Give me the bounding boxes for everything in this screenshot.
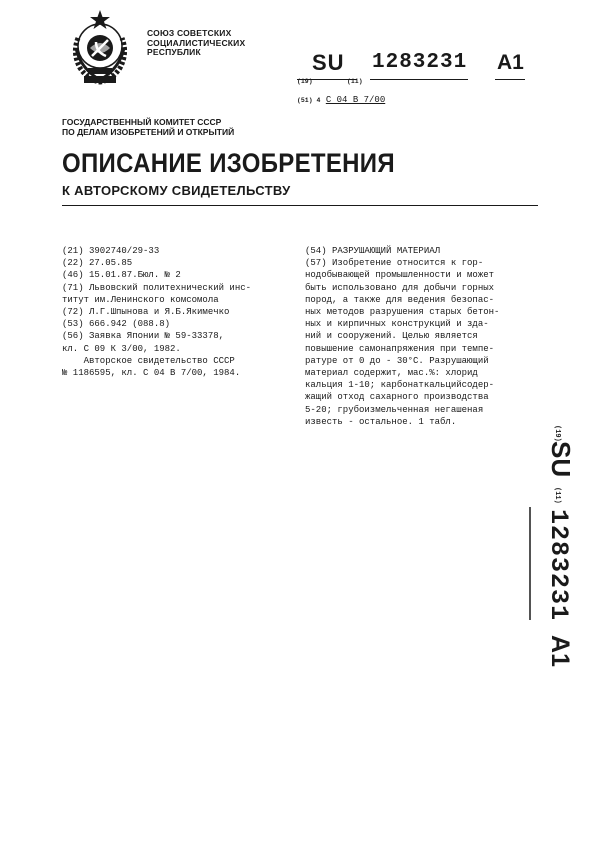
abstract-line: ных и кирпичных конструкций и зда- [305, 319, 489, 330]
abstract-line: ных методов разрушения старых бетон- [305, 307, 500, 318]
biblio-line: (22) 27.05.85 [62, 258, 133, 269]
biblio-line: (46) 15.01.87.Бюл. № 2 [62, 270, 181, 281]
side-patent-number-text: 1283231 [544, 509, 573, 622]
abstract-line: жащий отход сахарного производства [305, 392, 489, 403]
biblio-line: кл. С 09 К 3/00, 1982. [62, 343, 181, 354]
side-country: SU [546, 441, 576, 478]
abstract-line: материал содержит, мас.%: хлорид [305, 368, 478, 379]
biblio-line: № 1186595, кл. С 04 В 7/00, 1984. [62, 368, 241, 379]
committee-name: ГОСУДАРСТВЕННЫЙ КОМИТЕТ СССР ПО ДЕЛАМ ИЗОБРЕТЕНИЙ И ОТКРЫТИЙ [62, 117, 235, 137]
biblio-line: (71) Львовский политехнический инс- [62, 282, 252, 293]
org-name [147, 29, 245, 58]
ussr-emblem-icon [66, 8, 134, 90]
rule-kind [495, 79, 525, 80]
biblio-line: (53) 666.942 (088.8) [62, 319, 171, 330]
abstract-line: (54) РАЗРУШАЮЩИЙ МАТЕРИАЛ [305, 246, 441, 256]
document-title: ОПИСАНИЕ ИЗОБРЕТЕНИЯ [62, 149, 395, 179]
abstract-line: 5-20; грубоизмельченная негашеная [305, 404, 484, 415]
rule-number [370, 79, 468, 80]
side-patent-number [528, 425, 576, 675]
abstract-line: ний и сооружений. Целью является [305, 331, 478, 342]
ipc-classification: (51) 4 С 04 В 7/00 [297, 95, 386, 105]
abstract-line: кальция 1-10; карбонаткальцийсодер- [305, 380, 495, 391]
biblio-line: (21) 3902740/29-33 [62, 246, 160, 256]
country-code: SU [312, 50, 345, 75]
biblio-line: (72) Л.Г.Шпынова и Я.Б.Якимечко [62, 307, 230, 318]
abstract-line: повышение самонапряжения при темпе- [305, 343, 495, 354]
kind-code: A1 [497, 51, 524, 74]
abstract-line: быть использовано для добычи горных [305, 282, 495, 293]
abstract [305, 245, 517, 428]
org-line: РЕСПУБЛИК [147, 47, 201, 57]
patent-number: 1283231 [372, 51, 468, 74]
org-line: СОЮЗ СОВЕТСКИХ [147, 28, 232, 38]
abstract-line: известь - остальное. 1 табл. [305, 416, 457, 427]
abstract-line: нодобывающей промышленности и может [305, 270, 495, 281]
bibliographic-data [62, 245, 294, 379]
side-code-11: (11) [553, 487, 561, 504]
rule-left [297, 79, 357, 80]
abstract-line: (57) Изобретение относится к гор- [305, 258, 484, 269]
code-11: (11) [347, 78, 363, 85]
side-kind: A1 [546, 635, 574, 667]
header-divider [62, 205, 538, 206]
biblio-line: титут им.Ленинского комсомола [62, 294, 219, 305]
side-code-19: (19) [553, 425, 561, 442]
biblio-line: (56) Заявка Японии № 59-33378, [62, 331, 225, 342]
code-19: (19) [297, 78, 313, 85]
biblio-line: Авторское свидетельство СССР [62, 355, 235, 366]
abstract-line: пород, а также для ведения безопас- [305, 294, 495, 305]
org-line: СОЦИАЛИСТИЧЕСКИХ [147, 37, 246, 48]
abstract-line: ратуре от 0 до - 30°С. Разрушающий [305, 355, 489, 366]
document-subtitle: К АВТОРСКОМУ СВИДЕТЕЛЬСТВУ [62, 183, 291, 198]
